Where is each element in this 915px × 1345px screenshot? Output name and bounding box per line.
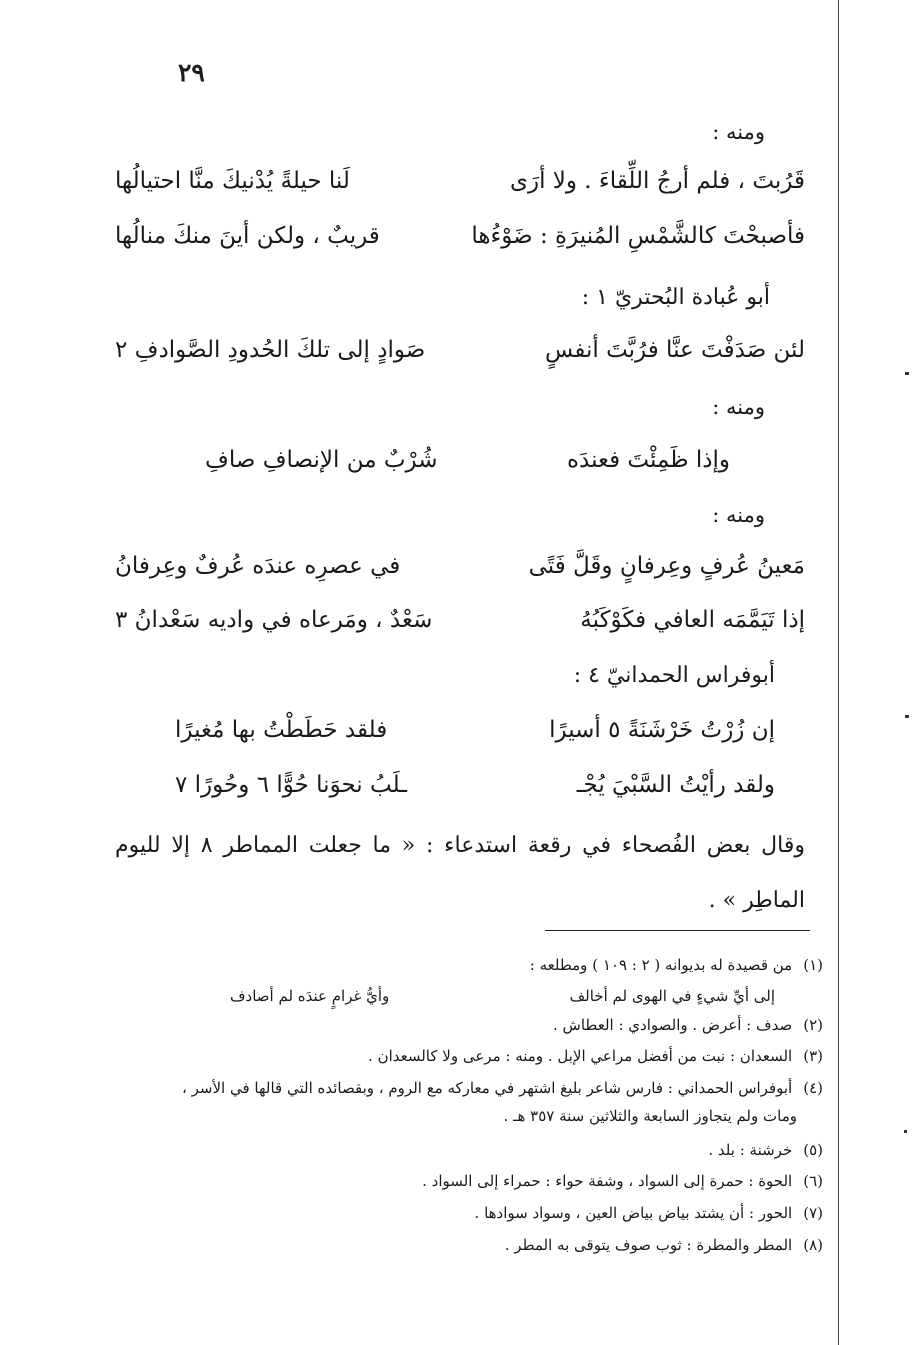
footnote (93, 1168, 823, 1195)
footnote (93, 952, 823, 979)
verse-first-hemistich: وإذا ظَمِئْتَ فعندَه (566, 447, 730, 473)
footnote-text: خرشنة : بلد . (708, 1141, 793, 1159)
verse-first-hemistich: ولقد رأيْتُ السَّبْيَ يُجْـ (576, 772, 775, 798)
verse-first-hemistich: فأصبحْتَ كالشَّمْسِ المُنيرَةِ : ضَوْءُها (471, 223, 805, 249)
footnote-text: أبوفراس الحمداني : فارس شاعر بليغ اشتهر في معاركه مع الروم ، وبقصائده التي قالها في الأسر ، (182, 1079, 793, 1097)
footnote (93, 1075, 823, 1102)
verse-second-hemistich: صَوادٍ إلى تلكَ الحُدودِ الصَّوادفِ ٢ (115, 337, 426, 363)
verse-first-hemistich: لئن صَدَفْتَ عنَّا فرُبَّتَ أنفسٍ (545, 337, 805, 363)
verse-line (170, 772, 775, 812)
verse-line (110, 607, 805, 647)
verse-line (170, 717, 775, 757)
footnote-verse (230, 987, 775, 1015)
footnote-separator (545, 930, 810, 931)
footnote-number: (٤) (803, 1079, 823, 1097)
footnote-text: صدف : أعرض . والصوادي : العطاش . (553, 1016, 793, 1034)
verse-first-hemistich: إلى أيِّ شيءٍ في الهوى لم أخالف (569, 987, 775, 1005)
verse-second-hemistich: لَنا حيلةً يُدْنيكَ منَّا احتيالُها (115, 168, 350, 194)
verse-first-hemistich: إذا تَيَمَّمَه العافي فكَوْكَبُهُ (580, 607, 805, 633)
verse-line (110, 223, 805, 263)
section-label: ومنه : (712, 503, 765, 527)
footnote (93, 1043, 823, 1070)
page-number: ٢٩ (178, 58, 205, 87)
scan-mark (905, 372, 909, 375)
footnote-text: الحوة : حمرة إلى السواد ، وشفة حواء : حمراء إلى السواد . (422, 1172, 793, 1190)
footnote (93, 1200, 823, 1227)
verse-line (110, 168, 805, 208)
verse-second-hemistich: شُرْبٌ من الإنصافِ صافِ (205, 447, 438, 473)
prose-paragraph: وقال بعض الفُصحاء في رقعة استدعاء : « ما جعلت المماطر ٨ إلا لليوم الماطِر » . (115, 833, 805, 913)
footnote-text: من قصيدة له بديوانه ( ٢ : ١٠٩ ) ومطلعه : (529, 956, 793, 974)
footnote-number: (٦) (803, 1172, 823, 1190)
footnote-continuation (67, 1103, 797, 1130)
verse-first-hemistich: قَرُبتَ ، فلم أرجُ اللِّقاءَ . ولا أرَى (509, 168, 805, 194)
verse-second-hemistich: قريبٌ ، ولكن أينَ منكَ منالُها (115, 223, 380, 249)
footnote-number: (١) (803, 956, 823, 974)
verse-line (110, 553, 805, 593)
scan-mark (905, 715, 909, 718)
footnote (93, 1232, 823, 1259)
poet-name: أبوفراس الحمدانيّ ٤ : (573, 663, 775, 688)
scan-border-line (838, 0, 839, 1345)
verse-second-hemistich: فلقد حَطَطْتُ بها مُغيرًا (175, 717, 388, 743)
verse-second-hemistich: في عصرِه عندَه عُرفٌ وعِرفانُ (115, 553, 401, 579)
verse-second-hemistich: سَعْدٌ ، ومَرعاه في واديه سَعْدانُ ٣ (115, 607, 433, 633)
footnote (93, 1137, 823, 1164)
footnote-number: (٥) (803, 1141, 823, 1159)
verse-second-hemistich: ـلَبُ نحوَنا حُوًّا ٦ وحُورًا ٧ (175, 772, 407, 798)
footnote-number: (٧) (803, 1204, 823, 1222)
footnote-text: المطر والمطرة : ثوب صوف يتوقى به المطر . (504, 1236, 793, 1254)
footnote-number: (٨) (803, 1236, 823, 1254)
verse-first-hemistich: مَعينُ عُرفٍ وعِرفانٍ وقَلَّ فَتًى (528, 553, 805, 579)
footnote-text: الحور : أن يشتد بياض بياض العين ، وسواد سوادها . (474, 1204, 793, 1222)
verse-line (110, 337, 805, 377)
footnote (93, 1012, 823, 1039)
section-label: ومنه : (712, 120, 765, 144)
scan-mark (904, 1130, 907, 1133)
verse-line (200, 447, 730, 487)
footnote-text: السعدان : نبت من أفضل مراعي الإبل . ومنه : مرعى ولا كالسعدان . (368, 1047, 793, 1065)
footnote-number: (٣) (803, 1047, 823, 1065)
verse-first-hemistich: إن زُرْتُ خَرْشَنَةً ٥ أسيرًا (549, 717, 775, 743)
section-label: ومنه : (712, 395, 765, 419)
verse-second-hemistich: وأيُّ غرامٍ عندَه لم أصادف (230, 987, 390, 1005)
footnote-number: (٢) (803, 1016, 823, 1034)
footnote-text: ومات ولم يتجاوز السابعة والثلاثين سنة ٣٥٧ هـ . (503, 1107, 797, 1125)
poet-name: أبو عُبادة البُحتريّ ١ : (581, 285, 770, 310)
